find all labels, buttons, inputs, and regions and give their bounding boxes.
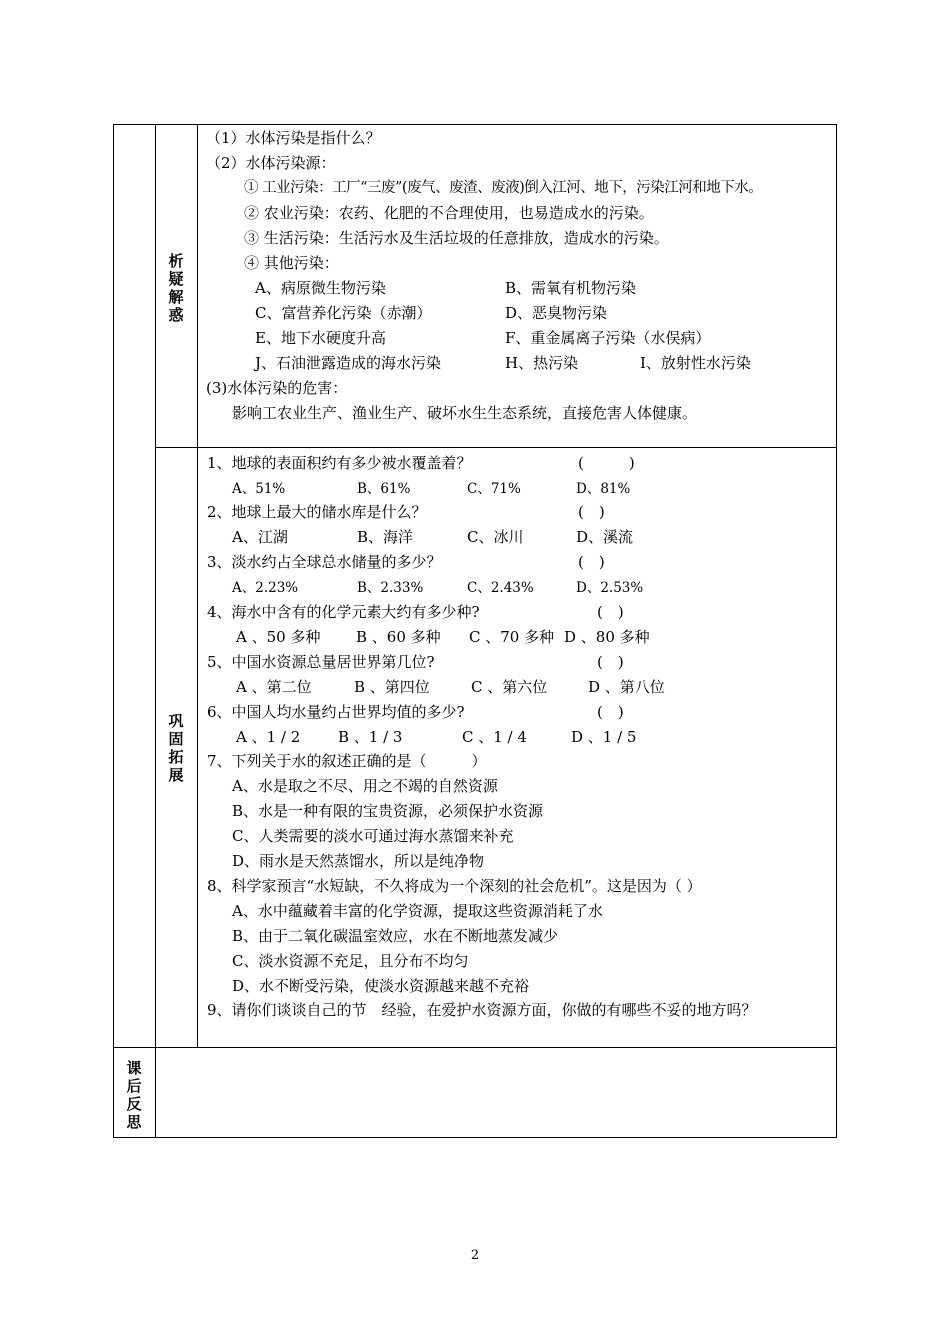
label-char: 解: [168, 288, 184, 306]
label-char: 后: [126, 1077, 142, 1095]
analysis-line: ② 农业污染：农药、化肥的不合理使用，也易造成水的污染。: [244, 204, 654, 222]
question-4: 4、海水中含有的化学元素大约有多少种?: [207, 603, 480, 621]
label-char: 惑: [168, 306, 184, 324]
analysis-line: (3)水体污染的危害：: [206, 379, 348, 397]
question-9: 9、请你们谈谈自己的节 经验，在爱护水资源方面，你做的有哪些不妥的地方吗？: [207, 1001, 757, 1019]
option: C 、第六位: [471, 678, 548, 696]
question-2: 2、地球上最大的储水库是什么？: [207, 503, 427, 521]
option: D 、80 多种: [564, 628, 650, 646]
reflection-area[interactable]: [157, 1049, 835, 1136]
option: B 、60 多种: [356, 628, 441, 646]
column-divider-inner: [197, 124, 198, 1048]
option: D、2.53%: [576, 580, 644, 596]
section-label-analysis: [157, 252, 195, 324]
question-5: 5、中国水资源总量居世界第几位?: [207, 653, 435, 671]
option: B、由于二氧化碳温室效应，水在不断地蒸发减少: [232, 927, 559, 945]
pollution-type: D、恶臭物污染: [505, 304, 608, 322]
answer-blank: ( ): [578, 553, 605, 571]
option: B、2.33%: [357, 580, 424, 596]
option: C、淡水资源不充足，且分布不均匀: [232, 952, 469, 970]
analysis-line: （2）水体污染源：: [206, 154, 336, 172]
pollution-type: F、重金属离子污染（水俣病）: [505, 329, 711, 347]
option: D、雨水是天然蒸馏水，所以是纯净物: [232, 852, 485, 870]
page-number: 2: [470, 1248, 480, 1263]
option: B 、1 / 3: [338, 728, 403, 746]
section-label-reflection: [115, 1059, 153, 1131]
label-char: 拓: [168, 748, 184, 766]
option: D 、第八位: [588, 678, 665, 696]
option: C 、1 / 4: [462, 728, 527, 746]
option: C、冰川: [467, 528, 524, 546]
pollution-type: H、热污染: [505, 354, 579, 372]
answer-blank: ( ): [578, 503, 605, 521]
option: A 、第二位: [236, 678, 312, 696]
option: C、2.43%: [467, 580, 534, 596]
label-char: 固: [168, 730, 184, 748]
option: A、水是取之不尽、用之不竭的自然资源: [232, 777, 498, 795]
pollution-type: I、放射性水污染: [640, 354, 751, 372]
option: D、水不断受污染，使淡水资源越来越不充裕: [232, 977, 530, 995]
question-1: 1、地球的表面积约有多少被水覆盖着？: [207, 454, 472, 472]
label-char: 反: [126, 1095, 142, 1113]
option: B、水是一种有限的宝贵资源，必须保护水资源: [232, 802, 544, 820]
option: A、2.23%: [232, 580, 299, 596]
analysis-line: ③ 生活污染：生活污水及生活垃圾的任意排放，造成水的污染。: [244, 229, 669, 247]
option: A 、1 / 2: [236, 728, 301, 746]
pollution-type: C、富营养化污染（赤潮）: [255, 304, 432, 322]
option: A、江湖: [232, 528, 288, 546]
option: A、51%: [232, 481, 286, 497]
option: B、61%: [357, 481, 411, 497]
pollution-type: B、需氧有机物污染: [505, 279, 637, 297]
analysis-line: （1）水体污染是指什么？: [206, 129, 381, 147]
question-3: 3、淡水约占全球总水储量的多少？: [207, 553, 442, 571]
question-6: 6、中国人均水量约占世界均值的多少?: [207, 703, 465, 721]
option: A 、50 多种: [236, 628, 321, 646]
pollution-type: J、石油泄露造成的海水污染: [255, 354, 442, 372]
label-char: 思: [126, 1113, 142, 1131]
answer-blank: ( ): [578, 454, 635, 472]
option: D 、1 / 5: [571, 728, 637, 746]
option: B 、第四位: [354, 678, 430, 696]
option: B、海洋: [357, 528, 414, 546]
label-char: 展: [168, 766, 184, 784]
label-char: 疑: [168, 270, 184, 288]
row-divider-1: [155, 447, 837, 448]
label-char: 析: [168, 252, 184, 270]
label-char: 巩: [168, 712, 184, 730]
row-divider-2: [113, 1047, 837, 1048]
option: A、水中蕴藏着丰富的化学资源，提取这些资源消耗了水: [232, 902, 603, 920]
pollution-type: A、病原微生物污染: [255, 279, 386, 297]
option: C、人类需要的淡水可通过海水蒸馏来补充: [232, 827, 514, 845]
pollution-type: E、地下水硬度升高: [255, 329, 386, 347]
analysis-line: 影响工农业生产、渔业生产、破坏水生生态系统，直接危害人体健康。: [232, 404, 698, 422]
analysis-line: ① 工业污染：工厂“三废”(废气、废渣、废液)倒入江河、地下，污染江河和地下水。: [244, 180, 763, 196]
answer-blank: ( ): [597, 603, 624, 621]
label-char: 课: [126, 1059, 142, 1077]
option: D、溪流: [576, 528, 634, 546]
answer-blank: ( ): [597, 703, 624, 721]
question-7: 7、下列关于水的叙述正确的是（ ）: [207, 752, 487, 770]
column-divider-left: [155, 124, 156, 1138]
option: D、81%: [576, 481, 631, 497]
question-8: 8、科学家预言“水短缺，不久将成为一个深刻的社会危机”。这是因为（ ）: [207, 877, 702, 895]
analysis-line: ④ 其他污染：: [244, 254, 339, 272]
answer-blank: ( ): [597, 653, 624, 671]
option: C、71%: [467, 481, 521, 497]
option: C 、70 多种: [469, 628, 555, 646]
section-label-practice: [157, 712, 195, 784]
